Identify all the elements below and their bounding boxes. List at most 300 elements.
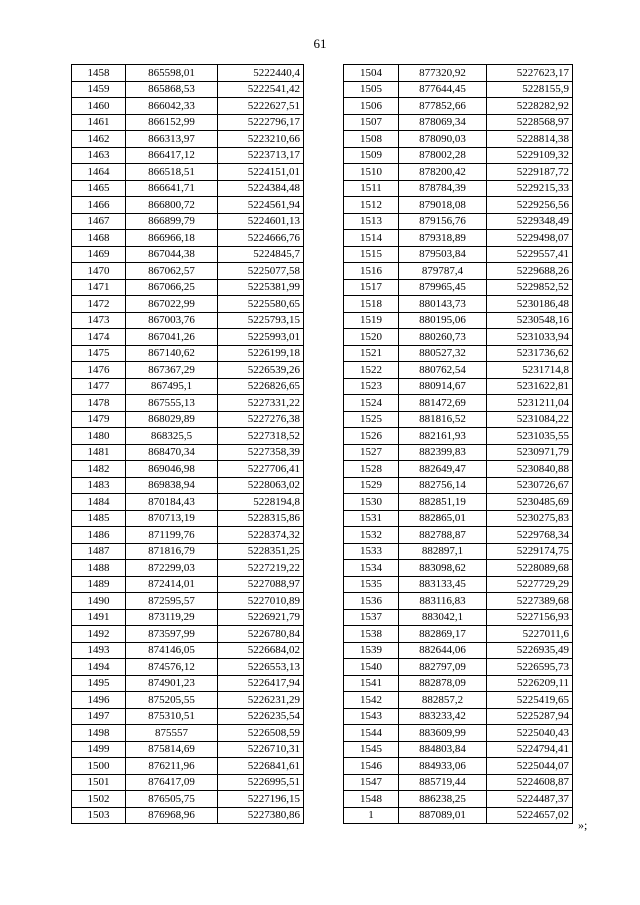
table-row <box>72 543 304 560</box>
table-row <box>344 510 573 527</box>
y-coordinate-cell: 5229256,56 <box>487 197 573 214</box>
table-row <box>72 659 304 676</box>
table-row <box>72 593 304 610</box>
x-coordinate-cell: 866152,99 <box>126 114 218 131</box>
table-row <box>72 65 304 82</box>
table-row <box>344 560 573 577</box>
x-coordinate-cell: 875310,51 <box>126 708 218 725</box>
x-coordinate-cell: 866417,12 <box>126 147 218 164</box>
x-coordinate-cell: 866518,51 <box>126 164 218 181</box>
y-coordinate-cell: 5229174,75 <box>487 543 573 560</box>
x-coordinate-cell: 865598,01 <box>126 65 218 82</box>
y-coordinate-cell: 5227389,68 <box>487 593 573 610</box>
point-number-cell: 1547 <box>344 774 399 791</box>
y-coordinate-cell: 5226209,11 <box>487 675 573 692</box>
x-coordinate-cell: 883098,62 <box>399 560 487 577</box>
point-number-cell: 1515 <box>344 246 399 263</box>
point-number-cell: 1512 <box>344 197 399 214</box>
x-coordinate-cell: 866899,79 <box>126 213 218 230</box>
point-number-cell: 1470 <box>72 263 126 280</box>
table-row <box>344 147 573 164</box>
y-coordinate-cell: 5224666,76 <box>218 230 304 247</box>
y-coordinate-cell: 5225040,43 <box>487 725 573 742</box>
y-coordinate-cell: 5225793,15 <box>218 312 304 329</box>
y-coordinate-cell: 5226935,49 <box>487 642 573 659</box>
y-coordinate-cell: 5228351,25 <box>218 543 304 560</box>
point-number-cell: 1497 <box>72 708 126 725</box>
x-coordinate-cell: 881472,69 <box>399 395 487 412</box>
y-coordinate-cell: 5230548,16 <box>487 312 573 329</box>
point-number-cell: 1520 <box>344 329 399 346</box>
x-coordinate-cell: 874901,23 <box>126 675 218 692</box>
y-coordinate-cell: 5230275,83 <box>487 510 573 527</box>
point-number-cell: 1537 <box>344 609 399 626</box>
point-number-cell: 1529 <box>344 477 399 494</box>
table-row <box>344 428 573 445</box>
y-coordinate-cell: 5231736,62 <box>487 345 573 362</box>
point-number-cell: 1522 <box>344 362 399 379</box>
point-number-cell: 1499 <box>72 741 126 758</box>
table-row <box>72 312 304 329</box>
table-row <box>72 378 304 395</box>
x-coordinate-cell: 872299,03 <box>126 560 218 577</box>
table-row <box>72 510 304 527</box>
x-coordinate-cell: 873597,99 <box>126 626 218 643</box>
x-coordinate-cell: 867022,99 <box>126 296 218 313</box>
table-row <box>344 527 573 544</box>
x-coordinate-cell: 872595,57 <box>126 593 218 610</box>
table-row <box>344 345 573 362</box>
table-row <box>344 164 573 181</box>
x-coordinate-cell: 881816,52 <box>399 411 487 428</box>
x-coordinate-cell: 867041,26 <box>126 329 218 346</box>
point-number-cell: 1531 <box>344 510 399 527</box>
x-coordinate-cell: 878090,03 <box>399 131 487 148</box>
table-row <box>72 246 304 263</box>
table-row <box>344 131 573 148</box>
x-coordinate-cell: 869838,94 <box>126 477 218 494</box>
table-row <box>72 131 304 148</box>
x-coordinate-cell: 884933,06 <box>399 758 487 775</box>
y-coordinate-cell: 5231084,22 <box>487 411 573 428</box>
y-coordinate-cell: 5224561,94 <box>218 197 304 214</box>
y-coordinate-cell: 5227358,39 <box>218 444 304 461</box>
table-row <box>72 642 304 659</box>
x-coordinate-cell: 882851,19 <box>399 494 487 511</box>
table-row <box>344 708 573 725</box>
coordinates-table-right-body <box>344 65 573 824</box>
x-coordinate-cell: 882649,47 <box>399 461 487 478</box>
y-coordinate-cell: 5226921,79 <box>218 609 304 626</box>
table-row <box>344 197 573 214</box>
point-number-cell: 1459 <box>72 81 126 98</box>
x-coordinate-cell: 871199,76 <box>126 527 218 544</box>
x-coordinate-cell: 877852,66 <box>399 98 487 115</box>
table-row <box>344 774 573 791</box>
y-coordinate-cell: 5230971,79 <box>487 444 573 461</box>
x-coordinate-cell: 882788,87 <box>399 527 487 544</box>
table-row <box>72 527 304 544</box>
y-coordinate-cell: 5227706,41 <box>218 461 304 478</box>
x-coordinate-cell: 878002,28 <box>399 147 487 164</box>
point-number-cell: 1468 <box>72 230 126 247</box>
point-number-cell: 1484 <box>72 494 126 511</box>
y-coordinate-cell: 5229498,07 <box>487 230 573 247</box>
x-coordinate-cell: 882161,93 <box>399 428 487 445</box>
x-coordinate-cell: 887089,01 <box>399 807 487 824</box>
table-row <box>72 279 304 296</box>
table-row <box>344 312 573 329</box>
point-number-cell: 1546 <box>344 758 399 775</box>
y-coordinate-cell: 5226595,73 <box>487 659 573 676</box>
x-coordinate-cell: 877320,92 <box>399 65 487 82</box>
point-number-cell: 1518 <box>344 296 399 313</box>
x-coordinate-cell: 867555,13 <box>126 395 218 412</box>
table-row <box>72 197 304 214</box>
x-coordinate-cell: 867066,25 <box>126 279 218 296</box>
x-coordinate-cell: 878200,42 <box>399 164 487 181</box>
point-number-cell: 1466 <box>72 197 126 214</box>
y-coordinate-cell: 5226826,65 <box>218 378 304 395</box>
x-coordinate-cell: 882897,1 <box>399 543 487 560</box>
x-coordinate-cell: 867140,62 <box>126 345 218 362</box>
x-coordinate-cell: 868470,34 <box>126 444 218 461</box>
x-coordinate-cell: 883042,1 <box>399 609 487 626</box>
x-coordinate-cell: 870713,19 <box>126 510 218 527</box>
y-coordinate-cell: 5226235,54 <box>218 708 304 725</box>
table-row <box>72 758 304 775</box>
x-coordinate-cell: 866800,72 <box>126 197 218 214</box>
page-number: 61 <box>313 36 327 51</box>
point-number-cell: 1460 <box>72 98 126 115</box>
table-row <box>344 791 573 808</box>
table-row <box>72 741 304 758</box>
x-coordinate-cell: 880914,67 <box>399 378 487 395</box>
y-coordinate-cell: 5222796,17 <box>218 114 304 131</box>
point-number-cell: 1508 <box>344 131 399 148</box>
table-row <box>344 609 573 626</box>
point-number-cell: 1507 <box>344 114 399 131</box>
y-coordinate-cell: 5223210,66 <box>218 131 304 148</box>
y-coordinate-cell: 5226780,84 <box>218 626 304 643</box>
table-row <box>72 692 304 709</box>
y-coordinate-cell: 5226710,31 <box>218 741 304 758</box>
table-row <box>344 444 573 461</box>
y-coordinate-cell: 5228568,97 <box>487 114 573 131</box>
point-number-cell: 1493 <box>72 642 126 659</box>
y-coordinate-cell: 5230840,88 <box>487 461 573 478</box>
table-row <box>72 81 304 98</box>
point-number-cell: 1473 <box>72 312 126 329</box>
y-coordinate-cell: 5222541,42 <box>218 81 304 98</box>
y-coordinate-cell: 5229852,52 <box>487 279 573 296</box>
x-coordinate-cell: 886238,25 <box>399 791 487 808</box>
y-coordinate-cell: 5226417,94 <box>218 675 304 692</box>
x-coordinate-cell: 882865,01 <box>399 510 487 527</box>
point-number-cell: 1516 <box>344 263 399 280</box>
y-coordinate-cell: 5224487,37 <box>487 791 573 808</box>
y-coordinate-cell: 5229187,72 <box>487 164 573 181</box>
y-coordinate-cell: 5223713,17 <box>218 147 304 164</box>
point-number-cell: 1491 <box>72 609 126 626</box>
y-coordinate-cell: 5224845,7 <box>218 246 304 263</box>
y-coordinate-cell: 5226841,61 <box>218 758 304 775</box>
point-number-cell: 1505 <box>344 81 399 98</box>
point-number-cell: 1519 <box>344 312 399 329</box>
point-number-cell: 1504 <box>344 65 399 82</box>
x-coordinate-cell: 878784,39 <box>399 180 487 197</box>
y-coordinate-cell: 5231211,04 <box>487 395 573 412</box>
table-row <box>72 147 304 164</box>
point-number-cell: 1463 <box>72 147 126 164</box>
point-number-cell: 1483 <box>72 477 126 494</box>
table-row <box>344 758 573 775</box>
y-coordinate-cell: 5228282,92 <box>487 98 573 115</box>
table-row <box>72 296 304 313</box>
point-number-cell: 1486 <box>72 527 126 544</box>
point-number-cell: 1489 <box>72 576 126 593</box>
y-coordinate-cell: 5225077,58 <box>218 263 304 280</box>
x-coordinate-cell: 879318,89 <box>399 230 487 247</box>
x-coordinate-cell: 882399,83 <box>399 444 487 461</box>
table-row <box>72 807 304 824</box>
x-coordinate-cell: 876417,09 <box>126 774 218 791</box>
point-number-cell: 1492 <box>72 626 126 643</box>
point-number-cell: 1509 <box>344 147 399 164</box>
x-coordinate-cell: 869046,98 <box>126 461 218 478</box>
x-coordinate-cell: 867062,57 <box>126 263 218 280</box>
x-coordinate-cell: 874576,12 <box>126 659 218 676</box>
x-coordinate-cell: 872414,01 <box>126 576 218 593</box>
coordinates-table-left <box>71 64 304 824</box>
point-number-cell: 1498 <box>72 725 126 742</box>
y-coordinate-cell: 5230726,67 <box>487 477 573 494</box>
table-row <box>72 494 304 511</box>
y-coordinate-cell: 5227276,38 <box>218 411 304 428</box>
table-row <box>344 296 573 313</box>
point-number-cell: 1534 <box>344 560 399 577</box>
point-number-cell: 1535 <box>344 576 399 593</box>
table-row <box>72 626 304 643</box>
y-coordinate-cell: 5227729,29 <box>487 576 573 593</box>
table-row <box>72 213 304 230</box>
y-coordinate-cell: 5226231,29 <box>218 692 304 709</box>
x-coordinate-cell: 866042,33 <box>126 98 218 115</box>
x-coordinate-cell: 880195,06 <box>399 312 487 329</box>
point-number-cell: 1542 <box>344 692 399 709</box>
point-number-cell: 1524 <box>344 395 399 412</box>
x-coordinate-cell: 865868,53 <box>126 81 218 98</box>
x-coordinate-cell: 873119,29 <box>126 609 218 626</box>
y-coordinate-cell: 5228155,9 <box>487 81 573 98</box>
y-coordinate-cell: 5227331,22 <box>218 395 304 412</box>
table-row <box>344 593 573 610</box>
closing-quote-mark: »; <box>578 818 588 832</box>
point-number-cell: 1458 <box>72 65 126 82</box>
point-number-cell: 1506 <box>344 98 399 115</box>
table-row <box>344 626 573 643</box>
table-row <box>344 378 573 395</box>
point-number-cell: 1517 <box>344 279 399 296</box>
x-coordinate-cell: 880762,54 <box>399 362 487 379</box>
y-coordinate-cell: 5227196,15 <box>218 791 304 808</box>
point-number-cell: 1474 <box>72 329 126 346</box>
y-coordinate-cell: 5229348,49 <box>487 213 573 230</box>
x-coordinate-cell: 867003,76 <box>126 312 218 329</box>
y-coordinate-cell: 5225044,07 <box>487 758 573 775</box>
point-number-cell: 1487 <box>72 543 126 560</box>
point-number-cell: 1513 <box>344 213 399 230</box>
y-coordinate-cell: 5229215,33 <box>487 180 573 197</box>
point-number-cell: 1476 <box>72 362 126 379</box>
point-number-cell: 1472 <box>72 296 126 313</box>
point-number-cell: 1477 <box>72 378 126 395</box>
table-row <box>72 114 304 131</box>
y-coordinate-cell: 5227156,93 <box>487 609 573 626</box>
y-coordinate-cell: 5226995,51 <box>218 774 304 791</box>
x-coordinate-cell: 868029,89 <box>126 411 218 428</box>
point-number-cell: 1485 <box>72 510 126 527</box>
table-row <box>72 675 304 692</box>
y-coordinate-cell: 5222440,4 <box>218 65 304 82</box>
table-row <box>72 411 304 428</box>
table-row <box>72 708 304 725</box>
x-coordinate-cell: 867044,38 <box>126 246 218 263</box>
x-coordinate-cell: 868325,5 <box>126 428 218 445</box>
x-coordinate-cell: 885719,44 <box>399 774 487 791</box>
table-row <box>72 329 304 346</box>
y-coordinate-cell: 5227380,86 <box>218 807 304 824</box>
point-number-cell: 1528 <box>344 461 399 478</box>
coordinates-table-right <box>343 64 573 824</box>
x-coordinate-cell: 882878,09 <box>399 675 487 692</box>
y-coordinate-cell: 5231622,81 <box>487 378 573 395</box>
table-row <box>344 230 573 247</box>
point-number-cell: 1526 <box>344 428 399 445</box>
table-row <box>344 494 573 511</box>
x-coordinate-cell: 871816,79 <box>126 543 218 560</box>
y-coordinate-cell: 5224151,01 <box>218 164 304 181</box>
table-row <box>72 180 304 197</box>
y-coordinate-cell: 5225580,65 <box>218 296 304 313</box>
point-number-cell: 1532 <box>344 527 399 544</box>
table-row <box>344 180 573 197</box>
x-coordinate-cell: 882869,17 <box>399 626 487 643</box>
x-coordinate-cell: 880527,32 <box>399 345 487 362</box>
x-coordinate-cell: 866966,18 <box>126 230 218 247</box>
x-coordinate-cell: 875205,55 <box>126 692 218 709</box>
y-coordinate-cell: 5227010,89 <box>218 593 304 610</box>
point-number-cell: 1464 <box>72 164 126 181</box>
table-row <box>344 411 573 428</box>
table-row <box>72 576 304 593</box>
table-row <box>72 230 304 247</box>
table-row <box>344 576 573 593</box>
point-number-cell: 1478 <box>72 395 126 412</box>
x-coordinate-cell: 879787,4 <box>399 263 487 280</box>
table-row <box>344 395 573 412</box>
x-coordinate-cell: 880260,73 <box>399 329 487 346</box>
table-row <box>72 461 304 478</box>
y-coordinate-cell: 5225993,01 <box>218 329 304 346</box>
y-coordinate-cell: 5225287,94 <box>487 708 573 725</box>
coordinates-table-left-body <box>72 65 304 824</box>
x-coordinate-cell: 870184,43 <box>126 494 218 511</box>
y-coordinate-cell: 5229109,32 <box>487 147 573 164</box>
y-coordinate-cell: 5231714,8 <box>487 362 573 379</box>
x-coordinate-cell: 879965,45 <box>399 279 487 296</box>
point-number-cell: 1543 <box>344 708 399 725</box>
table-row <box>72 263 304 280</box>
y-coordinate-cell: 5222627,51 <box>218 98 304 115</box>
y-coordinate-cell: 5228089,68 <box>487 560 573 577</box>
y-coordinate-cell: 5229557,41 <box>487 246 573 263</box>
table-row <box>72 560 304 577</box>
table-row <box>344 461 573 478</box>
point-number-cell: 1514 <box>344 230 399 247</box>
point-number-cell: 1469 <box>72 246 126 263</box>
x-coordinate-cell: 875814,69 <box>126 741 218 758</box>
point-number-cell: 1495 <box>72 675 126 692</box>
x-coordinate-cell: 876505,75 <box>126 791 218 808</box>
x-coordinate-cell: 875557 <box>126 725 218 742</box>
point-number-cell: 1480 <box>72 428 126 445</box>
table-row <box>72 791 304 808</box>
x-coordinate-cell: 876211,96 <box>126 758 218 775</box>
table-row <box>72 164 304 181</box>
point-number-cell: 1538 <box>344 626 399 643</box>
x-coordinate-cell: 882857,2 <box>399 692 487 709</box>
y-coordinate-cell: 5229688,26 <box>487 263 573 280</box>
table-row <box>344 279 573 296</box>
table-row <box>344 543 573 560</box>
y-coordinate-cell: 5224384,48 <box>218 180 304 197</box>
point-number-cell: 1494 <box>72 659 126 676</box>
x-coordinate-cell: 878069,34 <box>399 114 487 131</box>
table-row <box>344 675 573 692</box>
y-coordinate-cell: 5227219,22 <box>218 560 304 577</box>
y-coordinate-cell: 5224601,13 <box>218 213 304 230</box>
table-row <box>344 246 573 263</box>
table-row <box>72 609 304 626</box>
point-number-cell: 1539 <box>344 642 399 659</box>
x-coordinate-cell: 883116,83 <box>399 593 487 610</box>
point-number-cell: 1465 <box>72 180 126 197</box>
point-number-cell: 1510 <box>344 164 399 181</box>
point-number-cell: 1500 <box>72 758 126 775</box>
point-number-cell: 1490 <box>72 593 126 610</box>
y-coordinate-cell: 5227088,97 <box>218 576 304 593</box>
table-row <box>344 642 573 659</box>
y-coordinate-cell: 5228814,38 <box>487 131 573 148</box>
y-coordinate-cell: 5224608,87 <box>487 774 573 791</box>
table-row <box>344 362 573 379</box>
table-row <box>72 395 304 412</box>
y-coordinate-cell: 5227623,17 <box>487 65 573 82</box>
point-number-cell: 1488 <box>72 560 126 577</box>
x-coordinate-cell: 867495,1 <box>126 378 218 395</box>
table-row <box>72 444 304 461</box>
y-coordinate-cell: 5229768,34 <box>487 527 573 544</box>
y-coordinate-cell: 5226508,59 <box>218 725 304 742</box>
point-number-cell: 1521 <box>344 345 399 362</box>
table-row <box>344 741 573 758</box>
y-coordinate-cell: 5227318,52 <box>218 428 304 445</box>
x-coordinate-cell: 866641,71 <box>126 180 218 197</box>
y-coordinate-cell: 5226553,13 <box>218 659 304 676</box>
table-row <box>344 81 573 98</box>
x-coordinate-cell: 882644,06 <box>399 642 487 659</box>
